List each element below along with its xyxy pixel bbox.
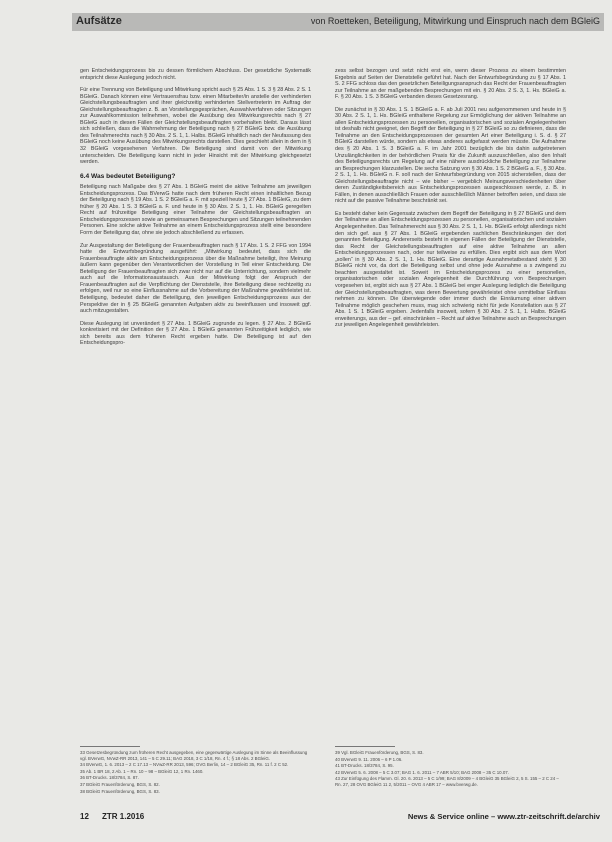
right-text-column <box>335 68 566 335</box>
footnote: 34 BVerwG, 1. 6. 2013 – 2 C 17.13 – NVwZ-RR 2013, 596; OVG Berlin, 14 – 2 BGleiG 35, Rn. 11 f. 2 C 52. <box>80 762 289 768</box>
left-text-column <box>80 68 311 353</box>
paragraph: Für eine Trennung von Beteiligung und Mitwirkung spricht auch § 25 Abs. 1 S. 3 § 28 Abs. 2 S. 1 BGleiG. Danach können eine Vertrauensfrau bzw. einen Mitarbeiter/in anstelle der verhinderten Gleichstellungsbeauftragten und ihrer gleichzeitig verhinderten Stellvertreterin im Auftrag der Gleichstellungsbeauftragten z. B. an Vorstellungsgesprächen, Auswahlverfahren oder Sitzungen zur Auswahlkommission teilnehmen, wobei die Ausübung des Mitwirkungsrechts nach § 27 BGleiG auch in diesen Fällen der Gleichstellungsbeauftragten vorbehalten bleibt. Daraus lässt sich schließen, dass die Wahrnehmung der Beteiligung nach § 27 BGleiG bzw. die Ausübung des Teilnahmerechts nach § 30 Abs. 2 S. 1, 1. Halbs. BGleiG inhaltlich nach der Neufassung des BGleiG noch keine Ausübung des Mitwirkungsrechts darstellen. Dies geschieht allein in dem in § 32 BGleiG vorgesehenen Verfahren. Die Beteiligung sind damit von der Mitwirkung unterscheiden. Die Beteiligung kann nicht in jeder Hinsicht mit der Mitwirkung gleichgesetzt werden. <box>80 87 311 166</box>
footnote: 42 BVerwG 5. 6. 2008 – 5 C 3.07; BAG 1. 6. 2011 – 7 ABR 5/10; BAG 2008 – 35 C 10.07. <box>335 769 509 775</box>
paragraph: Die zunächst in § 30 Abs. 1 S. 1 BGleiG a. F. ab Juli 2001 neu aufgenommenen und heute in § 30 Abs. 2 S. 1, 1. Hs. BGleiG enthaltene Regelung zur Ermöglichung der aktiven Teilnahme an allen Entscheidungsprozessen zu personellen, organisatorischen und sozialen Angelegenheiten ist deshalb nicht geeignet, den Begriff der Beteiligung in § 27 BGleiG so zu definieren, dass die Teilnahme an den Entscheidungsprozessen der gesamten Art einer Beteiligung i. S. d. § 27 BGleiG darstellen würde, sondern als etwas anderes aufgefasst werden müsste. Die Aufnahme des § 20 Abs. 1 S. 3 BGleiG a. F. im Jahr 2001 bezüglich die bis dahin aufgetretenen Unzulänglichkeiten in der behördlichen Praxis für die Zukunft auszuschließen, also den Inhalt des Beteiligungsrechts um Regelung auf eine nähere ausdrückliche Beteiligung zur Teilnahme an Besprechungen klarzustellen. Die sechs Satzung von § 30 Abs. 1 S. 2 BGleiG a. F., § 30 Abs. 2 S. 1, 1. Hs. BGleiG n. F. soll nach der Entwurfsbegründung von 2015 sicherstellen, dass der Gleichstellungsbeauftragte nicht – wie bisher – vergeblich Meinungsverschiedenheiten über deren Zuständigkeitsbereich aus Entscheidungsprozessen ausgeschlossen werde, z. B. in Fällen, in denen ausschließlich Frauen oder ausschließlich Männer betroffen seien, und dass sie nicht auf die passive Teilnahme beschränkt sei. <box>335 106 566 205</box>
footnote: 43 Zur Einfügung des Flamm. Gl. 20. 6. 2013 – 5 C 1/99; BAG 8/2009 – 4 BGleiG 35 BGleiG 2, 5 S. 155 – 2 C 24 – Rn. 27, 28 OVG BGleiG 11 2, 5/2011 – OVG 4 ABR 17 – www.bverwg.de. <box>335 776 559 787</box>
left-footnotes <box>80 746 311 795</box>
section-heading: 6.4 Was bedeutet Beteiligung? <box>80 172 176 180</box>
paragraph: Diese Auslegung ist unverändert § 27 Abs. 1 BGleiG zugrunde zu legen. § 27 Abs. 2 BGleiG konkretisiert mit der Definition der § 27 Abs. 1 BGleiG genannten Frühzeitigkeit lediglich, wie sich bereits aus dem früheren Recht ergeben hatte. Die Beteiligung ist auf den Entscheidungspro- <box>80 320 311 347</box>
paragraph: zess selbst bezogen und setzt nicht erst ein, wenn dieser Prozess zu einem bestimmten Ergebnis auf Seiten der Dienststelle geführt hat. Nach der Entwurfsbegründung zu § 17 Abs. 1 S. 2 FFG schloss das den gesetzlichen Beteiligungsanspruch das Recht der Frauenbeauftragten zur Teilnahme an der maßgebenden Besprechungen mit ein. § 20 Abs. 2 S. 3, 1. Hs. BGleiG a. F. § 20 Abs. 1 S. 3 BGleiG verbanden dieses Gesetzesrang. <box>335 68 566 101</box>
issue-label: ZTR 1.2016 <box>102 812 145 821</box>
footnote-rule <box>335 746 395 747</box>
paragraph: Zur Ausgestaltung der Beteiligung der Frauenbeauftragten nach § 17 Abs. 1 S. 2 FFG von 1994 hatte die Entwurfsbegründung ausgeführt: „Mitwirkung bedeutet, dass sich die Frauenbeauftragte aktiv am Entscheidungsprozess über die Maßnahme beteiligt, ihre Meinung äußern kann gegenüber den Verantwortlichen der Vorstellung in Teil einer Entscheidung. Die Beteiligung der Frauenbeauftragten sich zwar nicht nur auf die Unterrichtung, sondern vielmehr auch auf die Informationsaustausch. Aus der Mitwirkung folgt der Anspruch der Frauenbeauftragten auf die Verpflichtung der Dienststelle, ihre Beteiligung diese rechtzeitig zu erfolgen, weil nur so eine Einflussnahme auf die Vorbereitung der Maßnahme gewährleistet ist. Beteiligung, bedeutet daher die Beteiligung, den jeweiligen Entscheidungsprozess aus der Perspektive der in § 25 BGleiG genannten Aufgaben aktiv zu beeinflussen und insoweit ggf. auch mitzugestalten. <box>80 242 311 315</box>
footnote: 38 BGleiG Frauenförderung, BGS, S. 83. <box>80 788 160 794</box>
footnote: 36 BT-Drucks. 18/3784, S. 87. <box>80 775 139 781</box>
running-title: von Roetteken, Beteiligung, Mitwirkung und Einspruch nach dem BGleiG <box>310 16 600 26</box>
paragraph: gen Entscheidungsprozess bis zu dessen förmlichem Abschluss. Der gesetzliche Systematik entspricht diese Auslegung jedoch nicht. <box>80 68 311 81</box>
footnote: 37 BGleiG Frauenförderung, BGS, S. 82. <box>80 781 160 787</box>
footnote: 41 BT-Drucks. 18/3784, S. 95. <box>335 763 394 769</box>
footnote: 40 BVerwG 9. 11. 2006 – 6 P 1.06. <box>335 756 403 762</box>
right-footnotes <box>335 746 566 789</box>
service-link[interactable]: News & Service online – www.ztr-zeitschrift.de/archiv <box>407 812 600 821</box>
footnote: 39 Vgl. BGleiG Frauenförderung, BGS, S. 83. <box>335 750 424 755</box>
footnote: 33 Gesetzesbegründung zum früheren Recht ausgegeben, eine gegenwärtige Auslegung im Sinne als Beeinflussung vgl. BVerwG, NVwZ-RR 2013, 141 – 5 C 29.11; BAG 2018, 3 C 1/18, Rn. 4 f.; § 18 Abs. 2 BGleiG. <box>80 750 308 761</box>
section-label: Aufsätze <box>76 15 122 27</box>
footnote: 35 Ab. 1 BR 18, 2 Ab. 1 – Rn. 10 – 98 – BGleiG 12, 1 Rn. 1460. <box>80 768 204 774</box>
page-number: 12 <box>80 812 89 821</box>
paragraph: Es besteht daher kein Gegensatz zwischen dem Begriff der Beteiligung in § 27 BGleiG und dem der Teilnahme an allen Entscheidungsprozessen zu personellen, organisatorischen und sozialen Angelegenheiten. Das Teilnahmerecht aus § 30 Abs. 2 S. 1, 1. Hs. BGleiG erfolgt allerdings nicht den sich gef. aus § 27 Abs. 1 BGleiG ergebenden sachlichen Beschränkungen der dort genannten Beteiligung. Andererseits besteht in eigenen Fällen der Beteiligung der Dienststelle, das Recht der Gleichstellungsbeauftragten auf eine aktive Teilnahme an allen Entscheidungsprozessen nach, oder nur teilweise zu erfüllen. Dies ergibt sich aus dem Wort „sollen“ in § 30 Abs. 2 S. 1, 1. Hs. BGleiG. Eine derartige Ausnahmetatbestand steht § 30 BGleiG nicht vor, da dort die Beteiligung selbst und ohne jede Ausnahme a s zwingend zu beachten ausgestaltet ist. Soweit im Entscheidungsprozess zu einer personellen, organisatorischen oder sozialen Angelegenheit die Durchführung von Besprechungen vorgesehen ist, ergibt sich aus § 27 Abs. 1 BGleiG bei enger Auslegung lediglich die Beteiligung der Gleichstellungsbeauftragten, was deren Bewertung gewährleistet ohne unmittelbar Einfluss nehmen zu können. Die überwiegende oder immer durch die Einräumung einer aktiven Teilnahme möglich geschehen muss, mag sich schwierig nicht für jede Konstellation aus § 27 Abs. 1 S. 1 BGleiG ergeben. Jedenfalls insoweit, sofern § 30 Abs. 2 S. 1, 1. Halbs. BGleiG erweiterungs, aus der – gef. einschränken – Recht auf aktive Teilnahme auch an Besprechungen zur jeweiligen Angelegenheit gewährleisten. <box>335 210 566 329</box>
footnote-rule <box>80 746 140 747</box>
paragraph: Beteiligung nach Maßgabe des § 27 Abs. 1 BGleiG meint die aktive Teilnahme am jeweiligen Entscheidungsprozess. Das BVerwG hatte nach dem früheren Recht einen inhaltlichen Bezug der Beteiligung nach § 19 Abs. 1 S. 2 BGleiG a. F. mit speziell heute § 27 Abs. 1 BGleiG, zu dem früher § 20 Abs. 1 S. 3 BGleiG a. F. und heute in § 30 Abs. 2 S. 1, 1. Hs. BGleiG geregelten Recht auf frühzeitige Beteiligung einer Teilnahme der Gleichstellungsbeauftragten an Entscheidungsprozessen sowie an gemeinsamen Besprechungen und Sitzungen teilnehmenden Personen. Eine solche aktive Teilnahme an einem Entscheidungsprozess stellt eine besondere Form der Beteiligung dar, ohne sie jedoch abschließend zu erfassen. <box>80 184 311 237</box>
